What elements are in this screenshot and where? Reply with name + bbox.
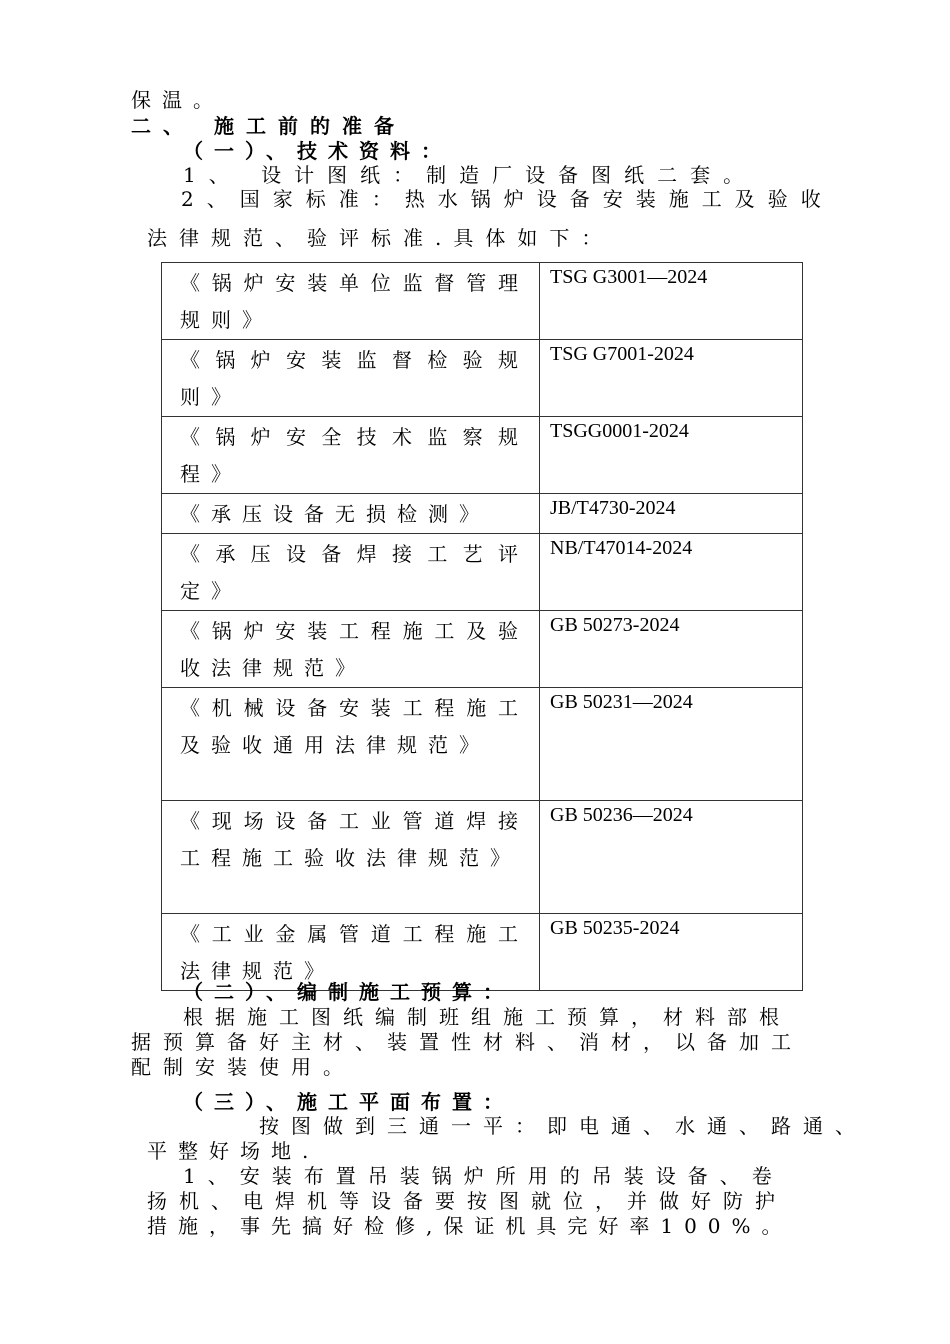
item2-line2: 法律规范、验评标准.具体如下： (147, 226, 614, 250)
sub3-item1-line1: 1、安装布置吊装锅炉所用的吊装设备、卷 (183, 1164, 784, 1188)
standard-code: GB 50231—2024 (550, 691, 693, 713)
standard-name: 《承压设备无损检测》 (180, 502, 490, 526)
sub3-item1-line2: 扬机、电焊机等设备要按图就位，并做好防护 (147, 1189, 787, 1213)
table-row (162, 611, 803, 688)
standard-name: 《锅炉安装工程施工及验收法律规范》 (180, 619, 529, 680)
table-row (162, 494, 803, 534)
standard-code: TSGG0001-2024 (550, 420, 689, 442)
standard-name: 《锅炉安全技术监察规程》 (180, 425, 529, 486)
standard-name: 《锅炉安装监督检验规则》 (180, 348, 529, 409)
table-row (162, 417, 803, 494)
intro-tail: 保温。 (131, 88, 224, 112)
table-row (162, 688, 803, 801)
table-row (162, 914, 803, 991)
sub2-line3: 配制安装使用。 (131, 1055, 355, 1079)
sub3-item1-line3: 措施，事先搞好检修,保证机具完好率100%。 (147, 1214, 793, 1238)
standard-code: GB 50273-2024 (550, 614, 680, 636)
item2-line1: 2、国家标准：热水锅炉设备安装施工及验收 (181, 187, 834, 211)
sub3-line1: 按图做到三通一平：即电通、水通、路通、 (259, 1114, 867, 1138)
sub2-line2: 据预算备好主材、装置性材料、消材，以备加工 (131, 1030, 803, 1054)
sub1-title: （一）、技术资料： (183, 139, 452, 163)
standard-code: TSG G7001-2024 (550, 343, 694, 365)
standard-name: 《机械设备安装工程施工及验收通用法律规范》 (180, 696, 529, 757)
sub2-line1: 根据施工图纸编制班组施工预算，材料部根 (183, 1005, 791, 1029)
standard-name: 《锅炉安装单位监督管理规则》 (180, 271, 529, 332)
standard-code: NB/T47014-2024 (550, 537, 693, 559)
standard-code: JB/T4730-2024 (550, 497, 676, 519)
table-row (162, 801, 803, 914)
table-row (162, 340, 803, 417)
standard-code: TSG G3001—2024 (550, 266, 708, 288)
standard-code: GB 50236—2024 (550, 804, 693, 826)
table-row (162, 263, 803, 340)
sub3-line2: 平整好场地. (147, 1139, 320, 1163)
table-row (162, 534, 803, 611)
sub3-title: （三）、施工平面布置： (183, 1090, 514, 1114)
standard-name: 《工业金属管道工程施工法律规范》 (180, 922, 529, 983)
standard-name: 《承压设备焊接工艺评定》 (180, 542, 529, 603)
standard-name: 《现场设备工业管道焊接工程施工验收法律规范》 (180, 809, 529, 870)
item1-text: 1、 设计图纸：制造厂设备图纸二套。 (183, 163, 757, 187)
standard-code: GB 50235-2024 (550, 917, 680, 939)
section2-title: 二、 施工前的准备 (131, 114, 406, 138)
standards-table (161, 262, 803, 991)
sub2-title: （二）、编制施工预算： (183, 980, 514, 1004)
